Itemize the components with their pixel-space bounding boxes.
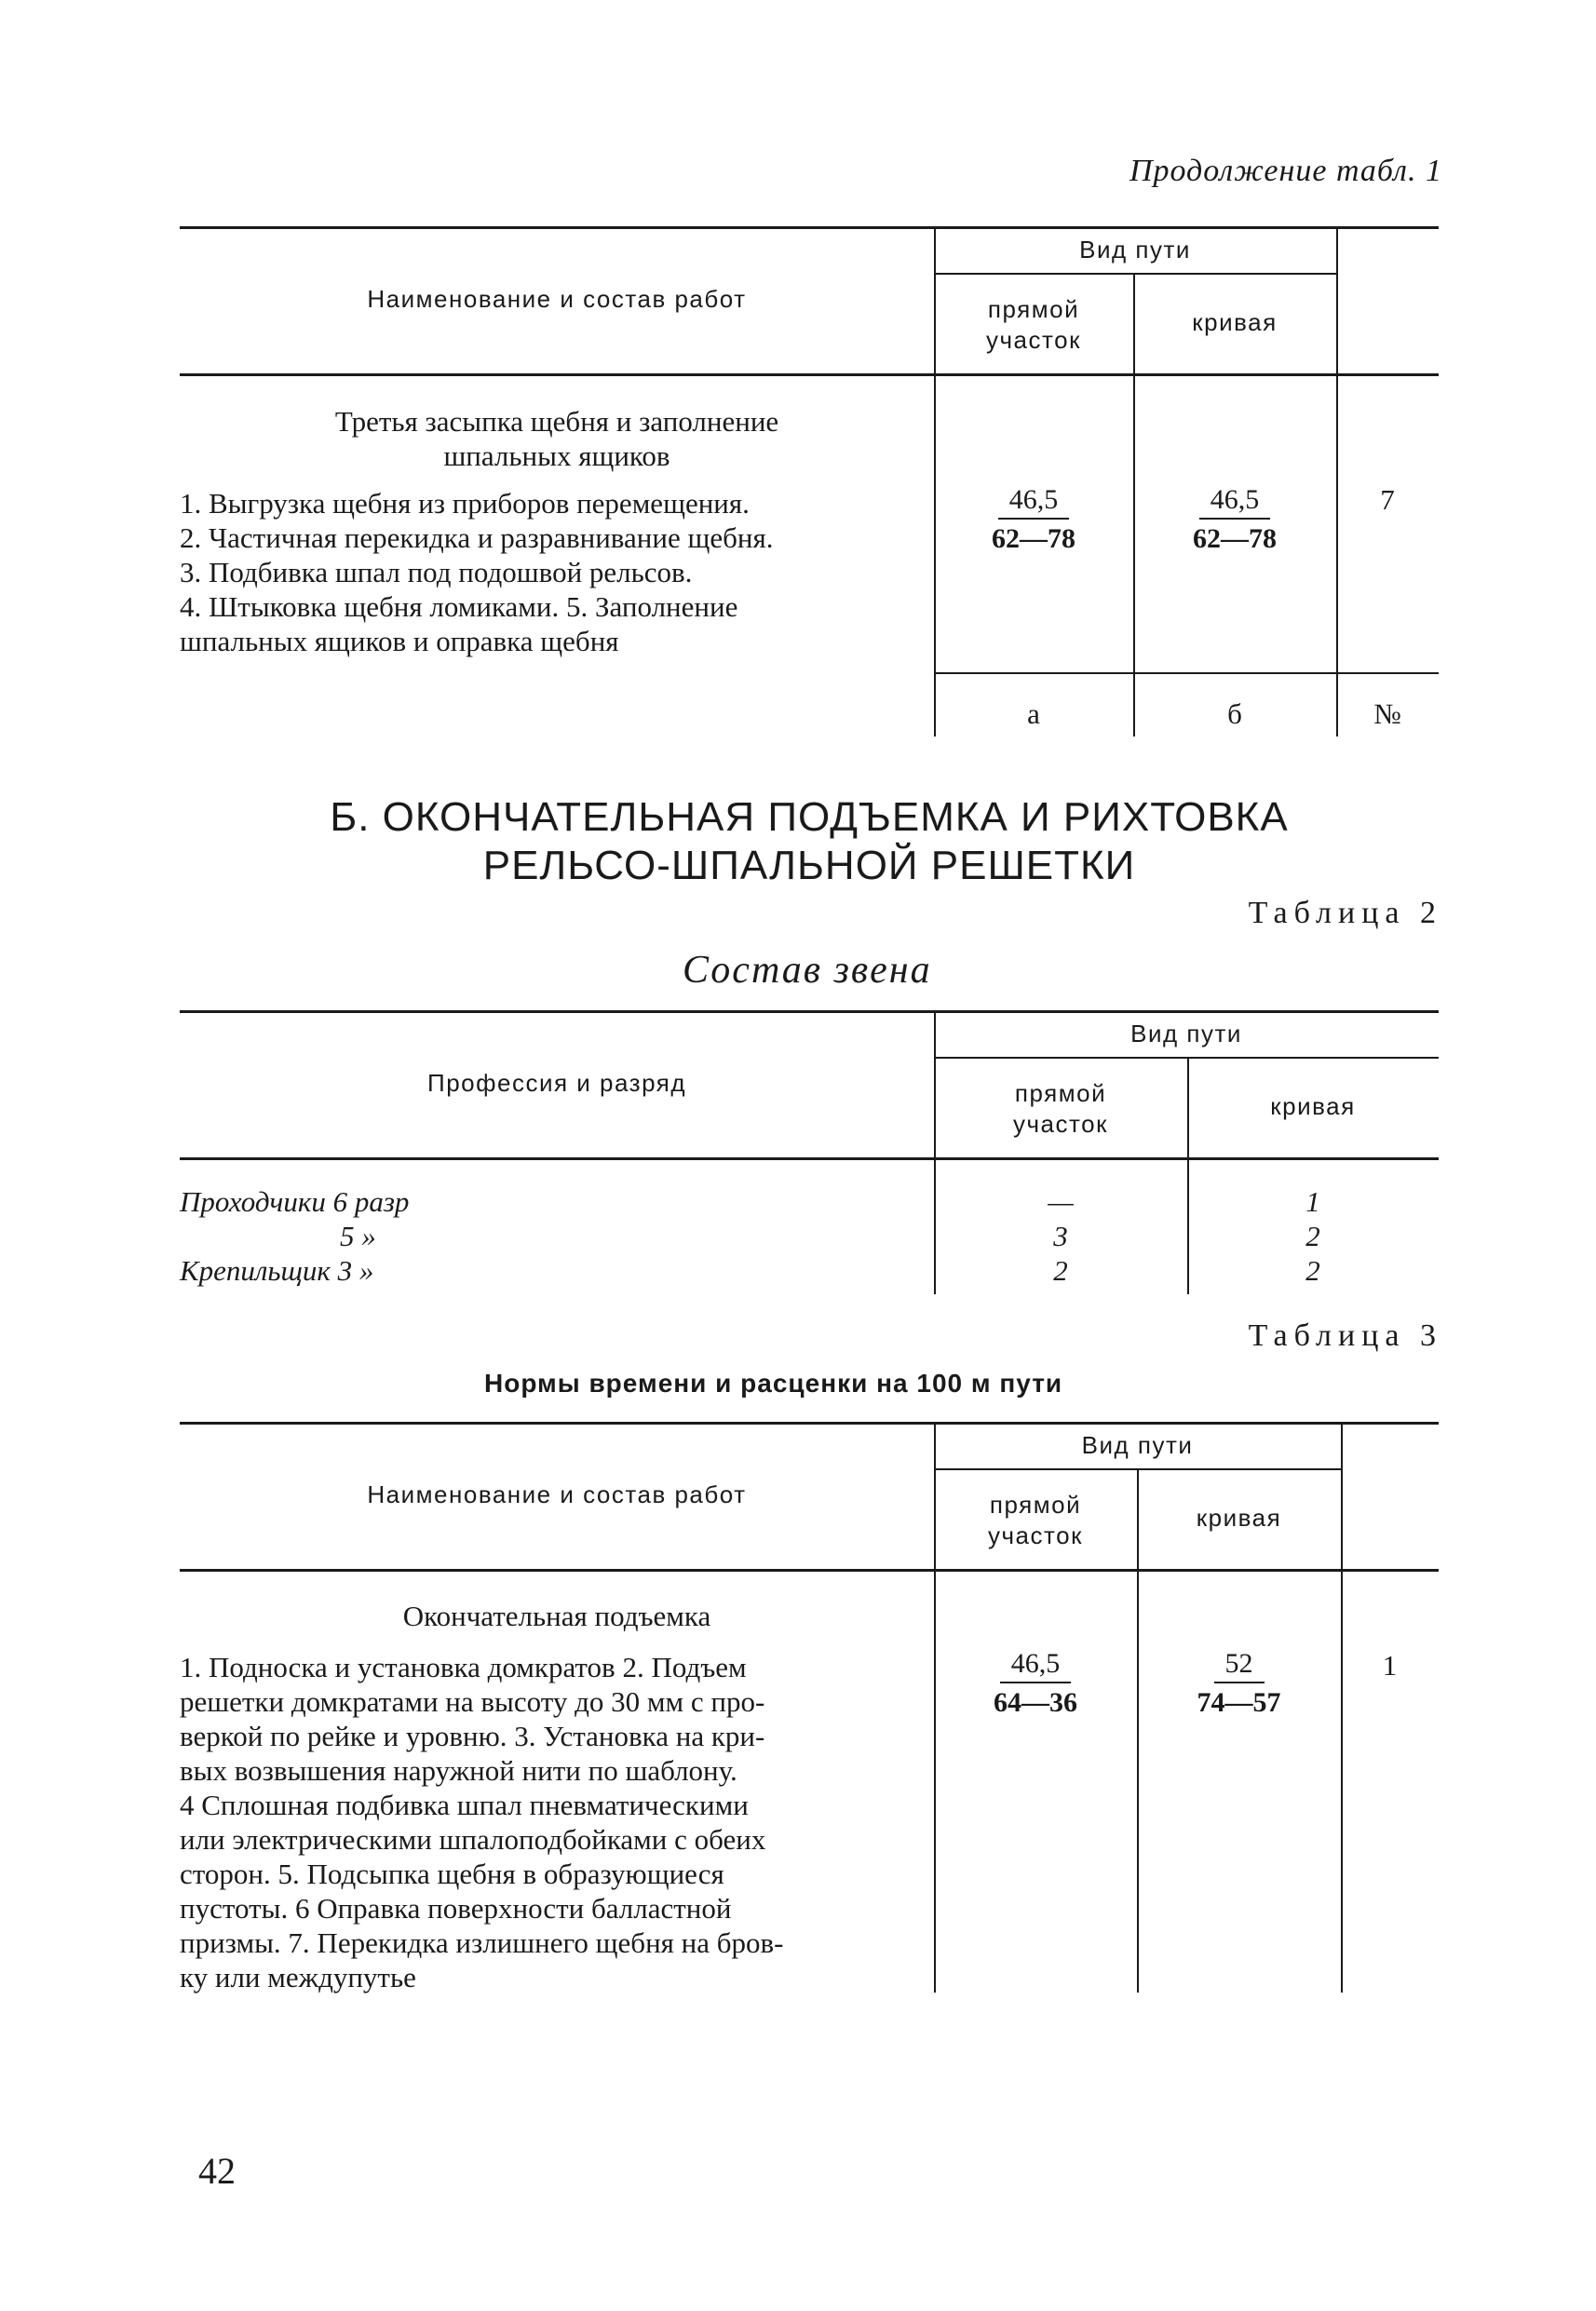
- table2-row-straight: 2: [1053, 1254, 1068, 1287]
- table1-row-title: Третья засыпка щебня и заполнение шпальных ящиков: [334, 405, 779, 472]
- table1-group-rule: [934, 273, 1336, 275]
- table3-subtitle: Нормы времени и расценки на 100 м пути: [484, 1369, 1063, 1398]
- table3-header-group: Вид пути: [1081, 1431, 1194, 1459]
- table1-col-straight: прямой участок: [986, 295, 1081, 354]
- table1-col-curve: кривая: [1192, 308, 1278, 336]
- page-number: 42: [198, 2150, 236, 2192]
- table1-footer-b: б: [1227, 697, 1242, 730]
- table3-vrule-3: [1341, 1422, 1343, 1993]
- table2-header-group: Вид пути: [1130, 1020, 1242, 1047]
- table1-header-bottom-rule: [180, 373, 1439, 376]
- table2-row-name: Проходчики 6 разр: [180, 1185, 410, 1218]
- table1-footer-a: а: [1027, 697, 1040, 730]
- table2-col-straight: прямой участок: [1013, 1079, 1108, 1138]
- table1-footer-rule: [934, 672, 1439, 674]
- table2-header-bottom-rule: [180, 1157, 1439, 1160]
- table2-row-curve: 1: [1305, 1185, 1320, 1218]
- table3-header-bottom-rule: [180, 1569, 1439, 1572]
- table3-curve-value: $\frac{52}{74—57}$: [1197, 1648, 1281, 1718]
- table2-group-rule: [934, 1057, 1439, 1059]
- table3-straight-value: $\frac{46,5}{64—36}$: [994, 1648, 1077, 1718]
- table1-header-name: Наименование и состав работ: [367, 285, 747, 313]
- table2-top-rule: [180, 1010, 1439, 1013]
- table3-top-rule: [180, 1422, 1439, 1425]
- table3-col-curve: кривая: [1196, 1504, 1282, 1532]
- table2-label: Таблица 2: [1248, 896, 1442, 930]
- table1-row-number: 7: [1380, 483, 1395, 516]
- table3-col-straight: прямой участок: [988, 1491, 1083, 1549]
- table1-row-text: 1. Выгрузка щебня из приборов перемещения. 2. Частичная перекидка и разравнивание щебня. 3. Подбивка шпал под подошвой рельсов. 4. Штыковка щебня ломиками. 5. Заполнение шпальных ящиков и оправка щебня: [180, 487, 774, 657]
- table2-row-straight: 3: [1053, 1220, 1068, 1252]
- table2-subtitle: Состав звена: [683, 949, 932, 992]
- table2-row-curve: 2: [1305, 1254, 1320, 1287]
- section-heading: Б. ОКОНЧАТЕЛЬНАЯ ПОДЪЕМКА И РИХТОВКА РЕЛЬСО-ШПАЛЬНОЙ РЕШЕТКИ: [330, 794, 1289, 888]
- table2-row-name: 5 »: [340, 1220, 376, 1252]
- table2-col-curve: кривая: [1270, 1092, 1356, 1120]
- table3-row-title: Окончательная подъемка: [402, 1600, 711, 1632]
- table1-header-group: Вид пути: [1079, 236, 1191, 264]
- table3-header-name: Наименование и состав работ: [367, 1480, 747, 1508]
- table2-header-name: Профессия и разряд: [427, 1069, 686, 1097]
- table3-row-number: 1: [1382, 1649, 1398, 1682]
- table1-vrule-3: [1336, 226, 1338, 737]
- table2-row-curve: 2: [1305, 1220, 1320, 1252]
- table3-vrule-2: [1137, 1468, 1139, 1993]
- continuation-caption: Продолжение табл. 1: [1129, 154, 1442, 188]
- table2-row-straight: —: [1048, 1185, 1074, 1218]
- table1-curve-value: $\frac{46,5}{62—78}$: [1193, 484, 1277, 554]
- table3-label: Таблица 3: [1248, 1318, 1442, 1353]
- table2-row-name: Крепильщик 3 »: [180, 1254, 374, 1287]
- table1-top-rule: [180, 226, 1439, 229]
- table3-row-text: 1. Подноска и установка домкратов 2. Подъем решетки домкратами на высоту до 30 мм с про- веркой по рейке и уровню. 3. Установка на кри- вых возвышения наружной нити по шаблону. 4 Сплошная подбивка шпал пневматическими или электрическими шпалоподбойками с обеих сторон. 5. Подсыпка щебня в образующиеся пустоты. 6 Оправка поверхности балластной призмы. 7. Перекидка излишнего щебня на бров- ку или междупутье: [180, 1651, 784, 1993]
- table1-straight-value: $\frac{46,5}{62—78}$: [992, 484, 1075, 554]
- table1-footer-no: №: [1373, 697, 1401, 730]
